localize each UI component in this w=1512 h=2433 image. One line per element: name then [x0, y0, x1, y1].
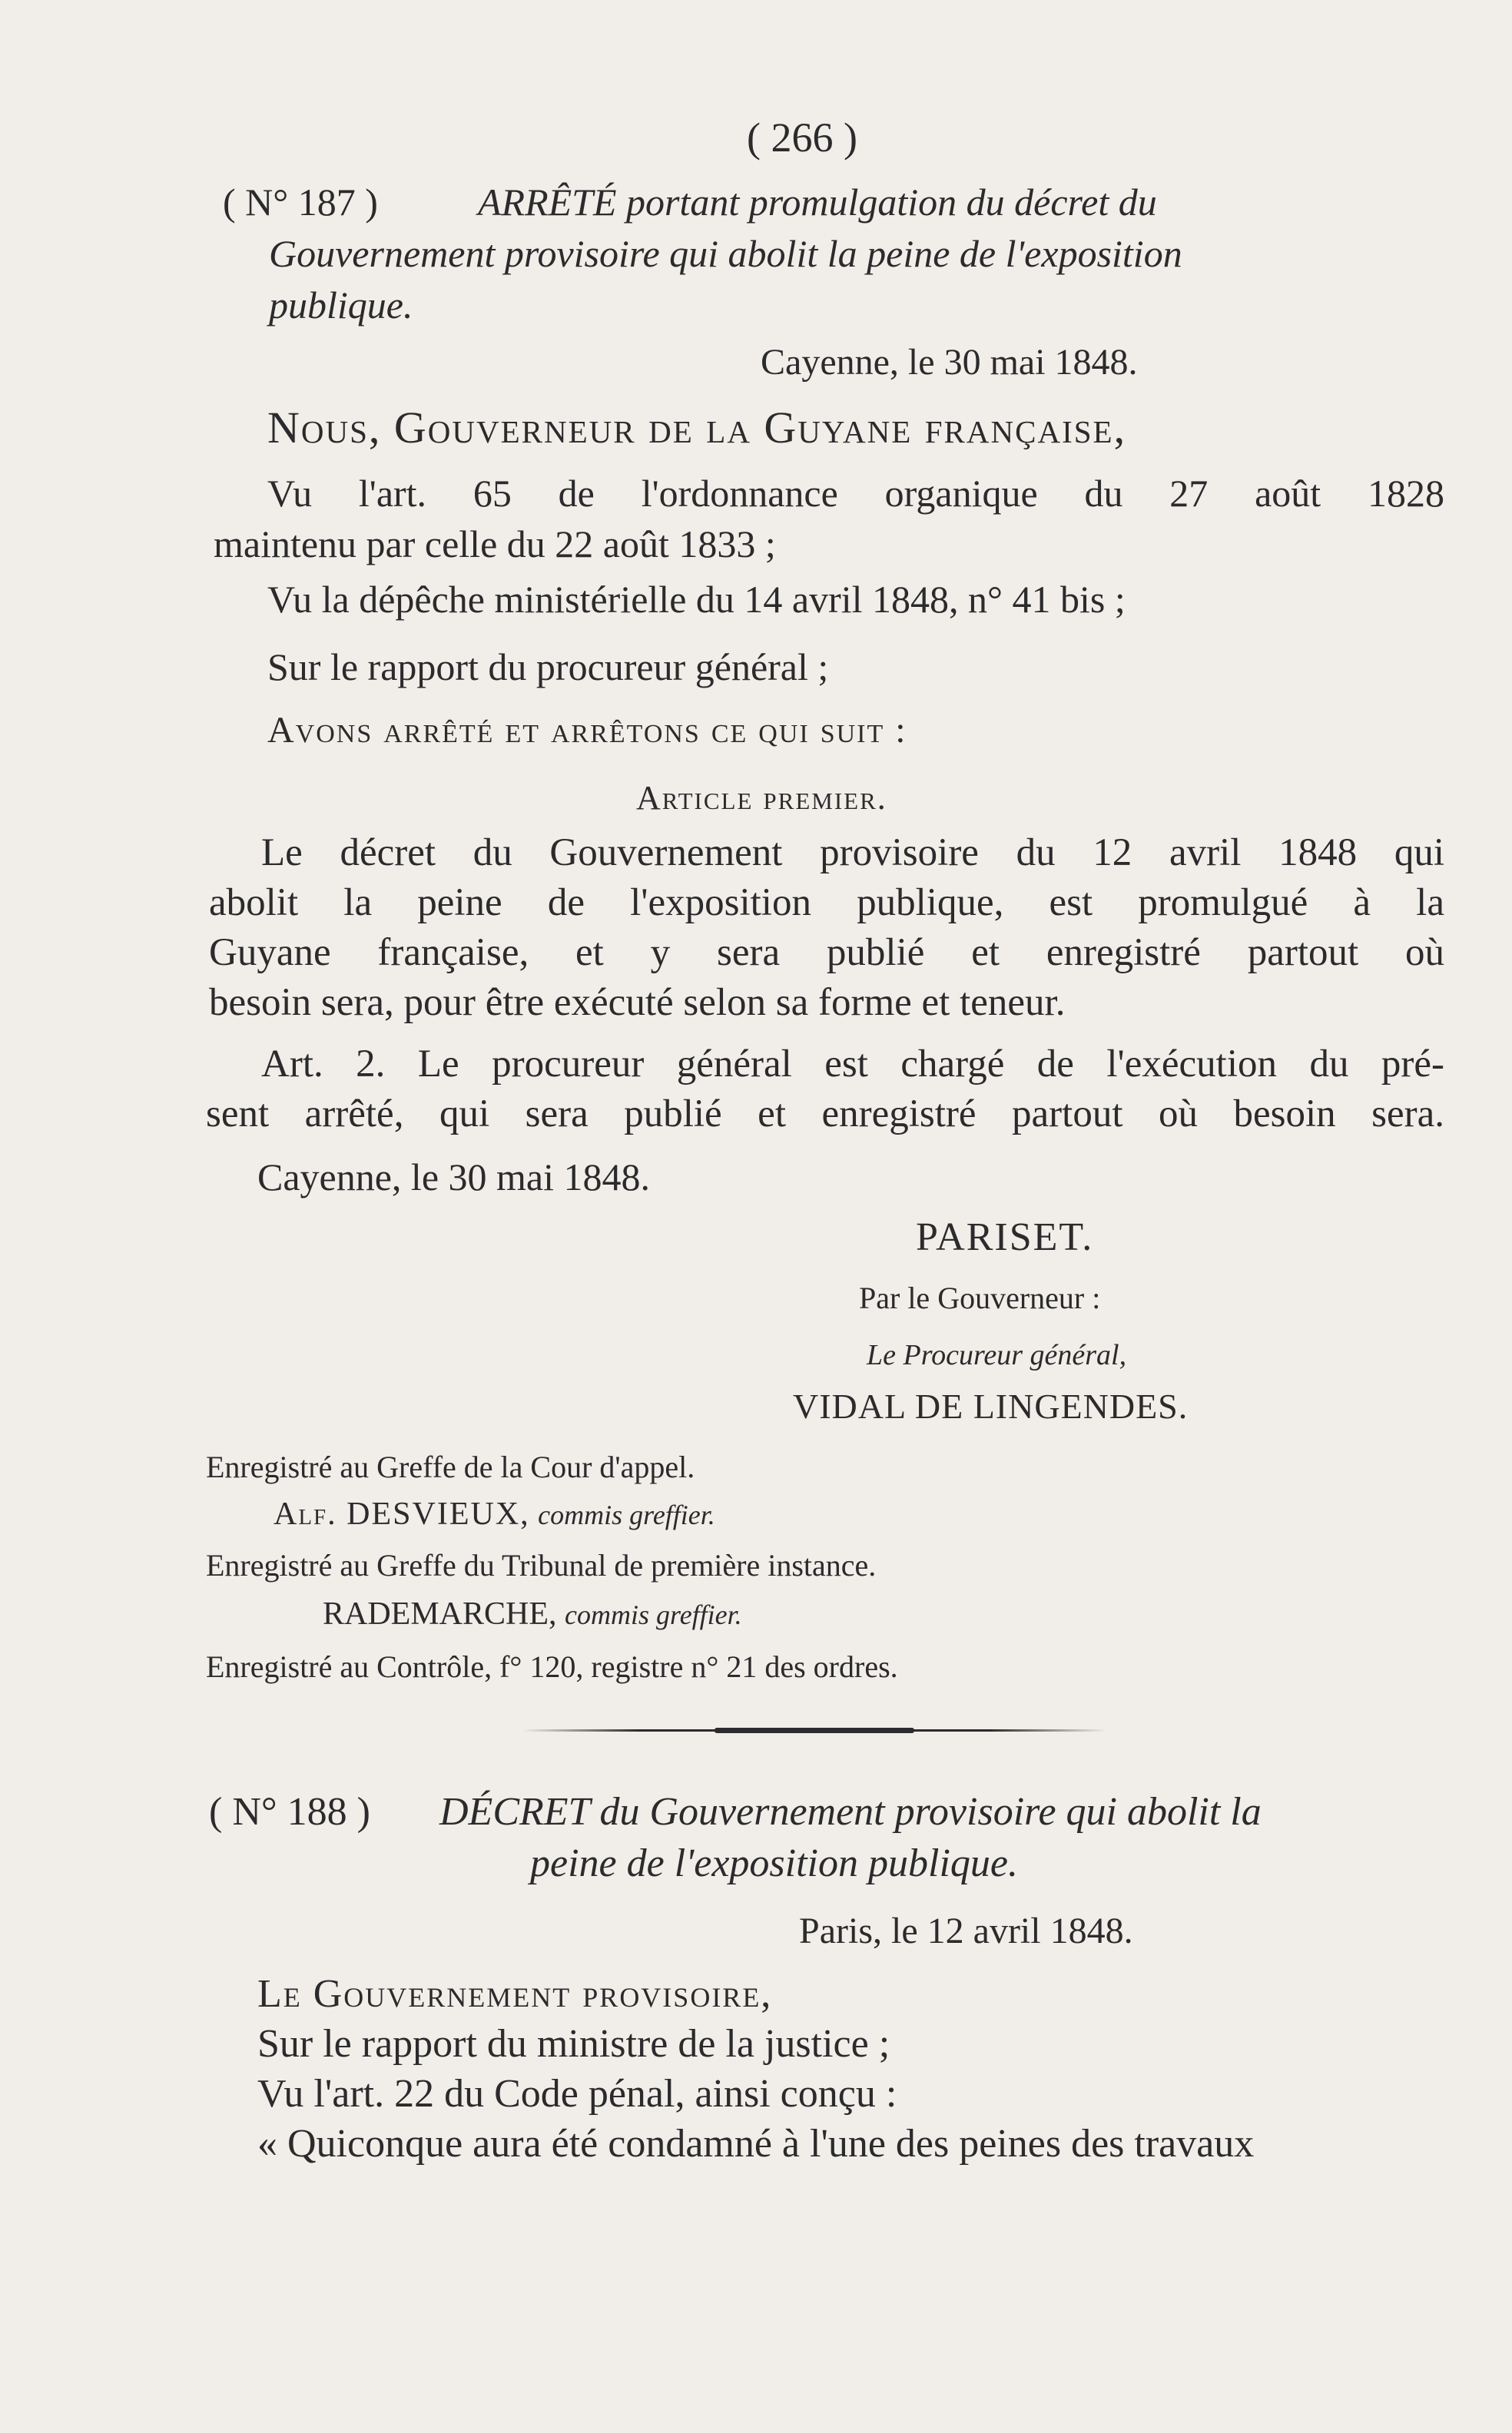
gouvernement-provisoire: Le Gouvernement provisoire, — [257, 1972, 773, 2016]
greffier-rademarche-name: RADEMARCHE, — [323, 1596, 557, 1632]
procureur-general-title: Le Procureur général, — [867, 1339, 1127, 1371]
vu-ordonnance-line-1: Vu l'art. 65 de l'ordonnance organique du 27 août 1828 — [267, 472, 1444, 515]
decree-188-title-line-1: DÉCRET du Gouvernement provisoire qui abolit la — [439, 1790, 1262, 1834]
decree-188-quote: « Quiconque aura été condamné à l'une des peines des travaux — [257, 2122, 1255, 2166]
section-divider — [522, 1729, 1106, 1732]
avons-arrete: Avons arrêté et arrêtons ce qui suit : — [267, 710, 907, 751]
page-number: ( 266 ) — [747, 114, 857, 161]
article-1-line-1: Le décret du Gouvernement provisoire du 12 avril 1848 qui — [261, 831, 1444, 874]
greffier-rademarche — [323, 1598, 742, 1630]
decree-188-sur-le-rapport: Sur le rapport du ministre de la justice ; — [257, 2022, 890, 2066]
greffier-rademarche-role: commis greffier. — [565, 1599, 742, 1630]
greffier-desvieux — [274, 1498, 715, 1530]
nous-gouverneur: Nous, Gouverneur de la Guyane française, — [267, 403, 1127, 452]
decree-187-title-line-1: ARRÊTÉ portant promulgation du décret du — [478, 181, 1157, 224]
enregistre-tribunal: Enregistré au Greffe du Tribunal de première instance. — [206, 1548, 877, 1583]
enregistre-controle: Enregistré au Contrôle, f° 120, registre n° 21 des ordres. — [206, 1649, 898, 1684]
procureur-general-name: VIDAL DE LINGENDES. — [793, 1387, 1189, 1426]
decree-187-title-line-3: publique. — [269, 283, 413, 326]
greffier-desvieux-role: commis greffier. — [538, 1500, 715, 1530]
article-2-line-1: Art. 2. Le procureur général est chargé de l'exécution du pré- — [261, 1042, 1444, 1086]
vu-ordonnance-line-2: maintenu par celle du 22 août 1833 ; — [214, 522, 776, 565]
enregistre-cour-appel: Enregistré au Greffe de la Cour d'appel. — [206, 1450, 695, 1484]
vu-depeche: Vu la dépêche ministérielle du 14 avril 1848, n° 41 bis ; — [267, 578, 1126, 621]
decree-187-number: ( N° 187 ) — [223, 181, 378, 224]
article-1-line-3: Guyane française, et y sera publié et enregistré partout où — [209, 931, 1444, 974]
article-premier-heading: Article premier. — [636, 779, 887, 817]
closing-date: Cayenne, le 30 mai 1848. — [257, 1155, 650, 1198]
decree-188-vu-code-penal: Vu l'art. 22 du Code pénal, ainsi conçu : — [257, 2072, 897, 2116]
decree-188-place-date: Paris, le 12 avril 1848. — [799, 1911, 1133, 1951]
decree-187-place-date: Cayenne, le 30 mai 1848. — [761, 342, 1138, 383]
article-2-line-2: sent arrêté, qui sera publié et enregistré partout où besoin sera. — [206, 1092, 1444, 1135]
article-1-line-2: abolit la peine de l'exposition publique, est promulgué à la — [209, 881, 1444, 924]
par-le-gouverneur: Par le Gouverneur : — [859, 1281, 1101, 1315]
decree-188-title-line-2: peine de l'exposition publique. — [530, 1841, 1018, 1885]
article-1-line-4: besoin sera, pour être exécuté selon sa forme et teneur. — [209, 981, 1066, 1024]
signature-pariset: PARISET. — [916, 1215, 1094, 1259]
decree-188-number: ( N° 188 ) — [209, 1790, 370, 1834]
decree-187-title-line-2: Gouvernement provisoire qui abolit la peine de l'exposition — [269, 232, 1182, 275]
greffier-desvieux-name: Alf. DESVIEUX, — [274, 1497, 530, 1532]
sur-le-rapport: Sur le rapport du procureur général ; — [267, 645, 829, 688]
